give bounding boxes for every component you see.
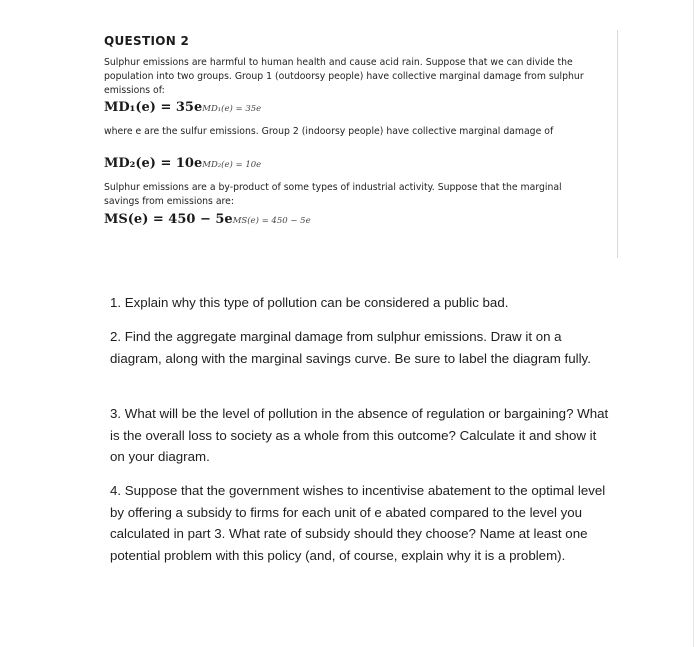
formula-md1 bbox=[104, 100, 261, 115]
formula-ms bbox=[104, 212, 311, 227]
question-item-1: 1. Explain why this type of pollution can be considered a public bad. bbox=[110, 295, 509, 310]
group2-paragraph: where e are the sulfur emissions. Group 2 (indoorsy people) have collective marginal damage of bbox=[104, 126, 554, 137]
page-edge-divider bbox=[693, 0, 694, 647]
formula-md2-main: MD₂(e) = 10e bbox=[104, 156, 203, 171]
formula-md1-inline: MD₁(e) = 35e bbox=[202, 104, 262, 114]
question-item-2: 2. Find the aggregate marginal damage from sulphur emissions. Draw it on a diagram, along with the marginal savings curve. Be sure to label the diagram fully. bbox=[110, 329, 591, 366]
formula-md2-inline: MD₂(e) = 10e bbox=[202, 160, 262, 170]
intro-paragraph: Sulphur emissions are harmful to human health and cause acid rain. Suppose that we can divide the population into two groups. Group 1 (outdoorsy people) have collective marginal damage from sulphur emissions of: bbox=[104, 57, 584, 96]
formula-ms-main: MS(e) = 450 − 5e bbox=[104, 212, 233, 227]
formula-ms-inline: MS(e) = 450 − 5e bbox=[232, 216, 311, 226]
content-frame-divider bbox=[617, 30, 618, 258]
formula-md2 bbox=[104, 156, 261, 171]
savings-paragraph: Sulphur emissions are a by-product of some types of industrial activity. Suppose that the marginal savings from emissions are: bbox=[104, 182, 562, 207]
question-title: QUESTION 2 bbox=[104, 34, 190, 48]
question-item-3: 3. What will be the level of pollution in the absence of regulation or bargaining? What is the overall loss to society as a whole from this outcome? Calculate it and show it on your diagram. bbox=[110, 406, 609, 464]
question-item-4: 4. Suppose that the government wishes to incentivise abatement to the optimal level by offering a subsidy to firms for each unit of e abated compared to the level you calculated in part 3. What rate of subsidy should they choose? Name at least one potential problem with this policy (and, of course, explain why it is a problem). bbox=[110, 483, 606, 563]
formula-md1-main: MD₁(e) = 35e bbox=[104, 100, 203, 115]
